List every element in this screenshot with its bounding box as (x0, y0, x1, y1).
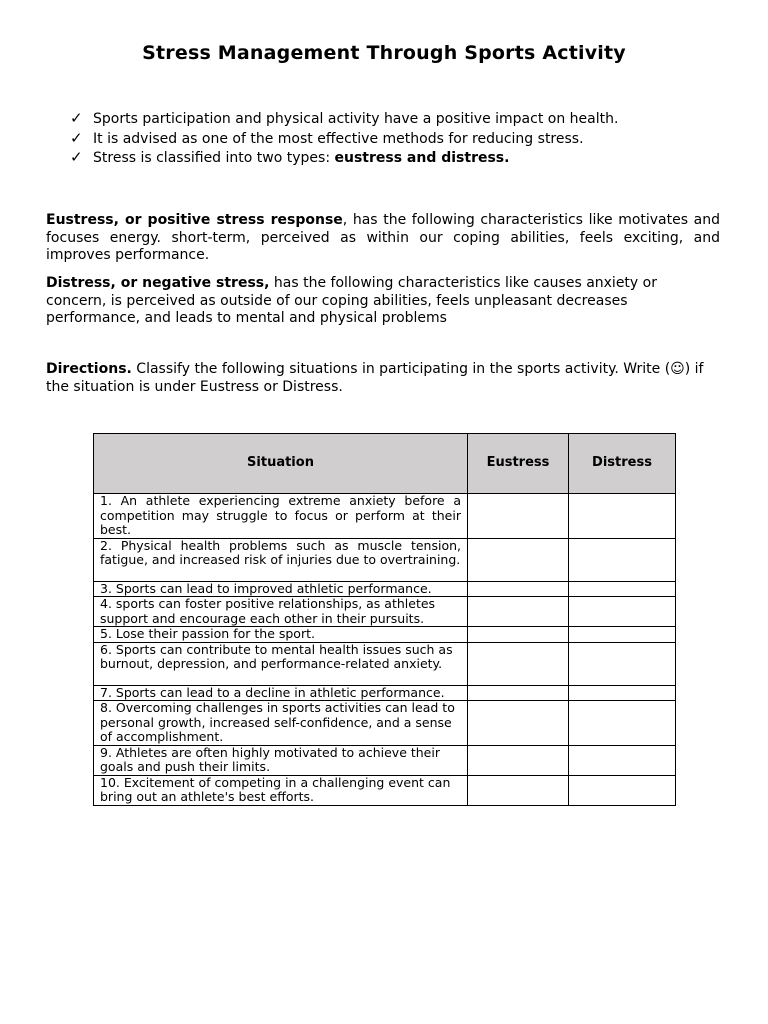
bullet-bold-text: eustress and distress. (334, 150, 510, 166)
distress-paragraph (46, 275, 720, 328)
distress-answer-cell[interactable] (569, 494, 676, 539)
bullet-item (70, 110, 720, 130)
table-row (94, 581, 676, 597)
table-header-row (94, 434, 676, 494)
eustress-answer-cell[interactable] (468, 494, 569, 539)
eustress-answer-cell[interactable] (468, 597, 569, 627)
eustress-paragraph (46, 212, 720, 265)
table-row (94, 745, 676, 775)
eustress-answer-cell[interactable] (468, 627, 569, 643)
distress-answer-cell[interactable] (569, 685, 676, 701)
bullet-item (70, 130, 720, 150)
eustress-term: Eustress, or positive stress response (46, 212, 343, 228)
directions-label: Directions. (46, 361, 132, 377)
distress-answer-cell[interactable] (569, 581, 676, 597)
situation-cell: 2. Physical health problems such as muscle tension, fatigue, and increased risk of injuries due to overtraining. (94, 538, 468, 581)
check-icon: ✓ (70, 128, 83, 147)
bullet-text: Stress is classified into two types: eustress and distress. (93, 150, 510, 166)
check-icon: ✓ (70, 109, 83, 127)
eustress-answer-cell[interactable] (468, 538, 569, 581)
header-situation: Situation (94, 434, 468, 494)
table-row (94, 701, 676, 746)
bullet-text: Sports participation and physical activity have a positive impact on health. (93, 111, 619, 127)
header-distress: Distress (569, 434, 676, 494)
situation-cell: 7. Sports can lead to a decline in athletic performance. (94, 685, 468, 701)
check-icon: ✓ (70, 148, 83, 166)
distress-answer-cell[interactable] (569, 538, 676, 581)
distress-answer-cell[interactable] (569, 642, 676, 685)
bullet-text: It is advised as one of the most effective methods for reducing stress. (93, 130, 584, 147)
situation-cell: 5. Lose their passion for the sport. (94, 627, 468, 643)
classification-table (93, 433, 676, 806)
directions-paragraph (46, 361, 720, 396)
distress-answer-cell[interactable] (569, 597, 676, 627)
distress-answer-cell[interactable] (569, 627, 676, 643)
distress-term: Distress, or negative stress, (46, 275, 270, 291)
table-row (94, 685, 676, 701)
table-row (94, 538, 676, 581)
situation-cell: 10. Excitement of competing in a challenging event can bring out an athlete's best efforts. (94, 775, 468, 805)
table-row (94, 627, 676, 643)
distress-answer-cell[interactable] (569, 775, 676, 805)
header-eustress: Eustress (468, 434, 569, 494)
bullet-list (70, 110, 720, 169)
table-row (94, 597, 676, 627)
situation-cell: 6. Sports can contribute to mental health issues such as burnout, depression, and performance-related anxiety. (94, 642, 468, 685)
bullet-item (70, 149, 720, 169)
table-row (94, 642, 676, 685)
distress-answer-cell[interactable] (569, 701, 676, 746)
situation-cell: 4. sports can foster positive relationships, as athletes support and encourage each other in their pursuits. (94, 597, 468, 627)
eustress-answer-cell[interactable] (468, 745, 569, 775)
table-row (94, 494, 676, 539)
distress-description: has the following characteristics like causes anxiety or concern, is perceived as outside of our coping abilities, feels unpleasant decreases performance, and leads to mental and physical problems (46, 275, 657, 326)
eustress-answer-cell[interactable] (468, 642, 569, 685)
situation-cell: 1. An athlete experiencing extreme anxiety before a competition may struggle to focus or perform at their best. (94, 494, 468, 539)
situation-cell: 3. Sports can lead to improved athletic performance. (94, 581, 468, 597)
distress-answer-cell[interactable] (569, 745, 676, 775)
eustress-answer-cell[interactable] (468, 701, 569, 746)
directions-text: Classify the following situations in participating in the sports activity. Write (☺) if the situation is under Eustress or Distress. (46, 361, 704, 395)
page-title: Stress Management Through Sports Activity (142, 42, 626, 64)
table-row (94, 775, 676, 805)
eustress-answer-cell[interactable] (468, 775, 569, 805)
situation-cell: 8. Overcoming challenges in sports activities can lead to personal growth, increased self-confidence, and a sense of accomplishment. (94, 701, 468, 746)
eustress-answer-cell[interactable] (468, 581, 569, 597)
situation-cell: 9. Athletes are often highly motivated to achieve their goals and push their limits. (94, 745, 468, 775)
eustress-answer-cell[interactable] (468, 685, 569, 701)
eustress-description: , has the following characteristics like motivates and focuses energy. short-term, perceived as within our coping abilities, feels exciting, and improves performance. (46, 212, 720, 263)
